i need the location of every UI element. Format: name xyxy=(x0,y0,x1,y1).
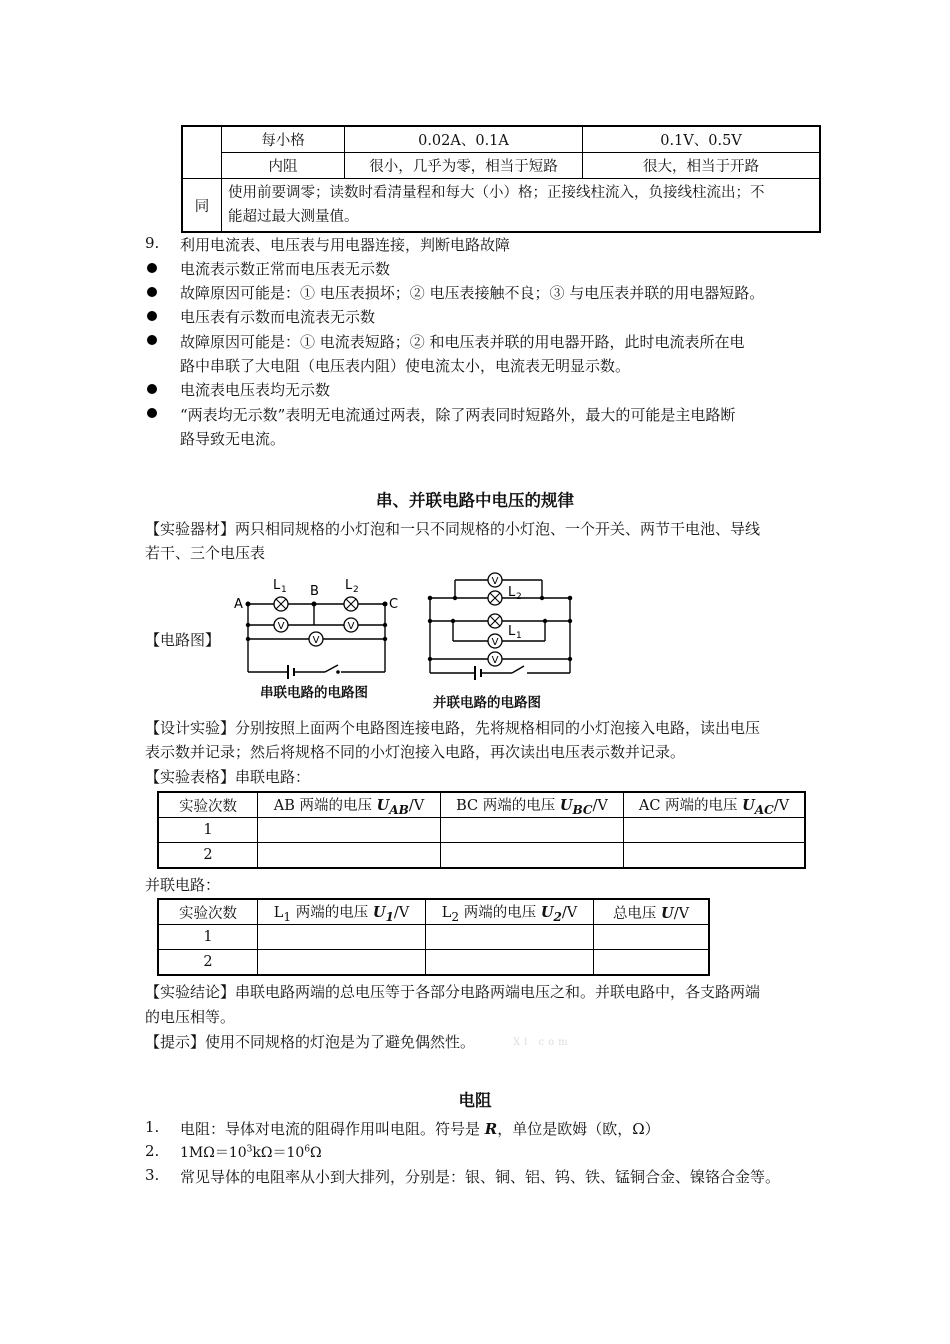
table-header-row xyxy=(158,792,805,818)
row-label: 每小格 xyxy=(222,126,345,153)
lamp-label-l1-sub: 1 xyxy=(516,631,522,641)
list-item-cont: 路导致无电流。 xyxy=(180,430,286,448)
header-cell: BC 两端的电压 $U_{BC}/V$ xyxy=(441,792,624,818)
node-label-a: A xyxy=(234,597,243,612)
equipment-line2: 若干、三个电压表 xyxy=(145,544,266,562)
header-cell: AB 两端的电压 $U_{AB}/V$ xyxy=(258,792,441,818)
node-label-b: B xyxy=(310,584,319,599)
lamp-label-l2: L xyxy=(508,585,516,600)
empty-cell xyxy=(624,818,806,843)
lamp-icon xyxy=(344,597,358,611)
empty-cell xyxy=(441,843,624,869)
bullet-icon xyxy=(147,335,157,345)
same-text xyxy=(222,179,821,233)
lamp-label-l1: L xyxy=(508,624,516,639)
empty-cell xyxy=(258,818,441,843)
header-cell: $L_1$ 两端的电压 $U_1/V$ xyxy=(258,899,426,925)
ammeter-cell: 0.02A、0.1A xyxy=(345,126,583,153)
node-label-c: C xyxy=(389,597,399,612)
header-cell: AC 两端的电压 $U_{AC}/V$ xyxy=(624,792,806,818)
svg-text:V: V xyxy=(277,621,285,632)
equipment-line1: 【实验器材】两只相同规格的小灯泡和一只不同规格的小灯泡、一个开关、两节干电池、导线 xyxy=(145,520,761,538)
parallel-circuit-diagram xyxy=(420,568,580,693)
same-text-line1: 使用前要调零；读数时看清量程和每大（小）格；正接线柱流入，负接线柱流出；不 xyxy=(228,185,765,201)
lamp-label-l2-sub: 2 xyxy=(353,585,359,595)
empty-cell xyxy=(426,950,594,976)
row-number: 2 xyxy=(158,950,258,976)
watermark: Xl com xyxy=(513,1037,572,1048)
table-row xyxy=(158,925,709,950)
header-cell: 实验次数 xyxy=(158,899,258,925)
svg-text:V: V xyxy=(491,655,499,666)
svg-text:V: V xyxy=(347,621,355,632)
list-item: 故障原因可能是：① 电压表损坏；② 电压表接触不良；③ 与电压表并联的用电器短路。 xyxy=(180,284,765,302)
item-number: 9. xyxy=(145,234,160,252)
voltmeter-icon xyxy=(309,632,323,646)
parallel-label: 并联电路： xyxy=(145,876,221,894)
svg-text:V: V xyxy=(491,576,499,587)
header-cell: $L_2$ 两端的电压 $U_2/V$ xyxy=(426,899,594,925)
bullet-icon xyxy=(147,263,157,273)
lamp-icon xyxy=(488,614,502,628)
lamp-label-l2: L xyxy=(345,578,353,593)
section-heading: 电阻 xyxy=(458,1091,492,1110)
row-label: 内阻 xyxy=(222,153,345,179)
item-number: 2. xyxy=(145,1142,160,1160)
lamp-icon xyxy=(488,591,502,605)
empty-cell xyxy=(594,925,710,950)
design-line2: 表示数并记录；然后将规格不同的小灯泡接入电路，再次读出电压表示数并记录。 xyxy=(145,743,686,761)
item-number: 3. xyxy=(145,1166,160,1184)
bullet-icon xyxy=(147,408,157,418)
svg-text:V: V xyxy=(491,637,499,648)
lamp-icon xyxy=(274,597,288,611)
header-cell: 总电压 U/V xyxy=(594,899,710,925)
tip: 【提示】使用不同规格的灯泡是为了避免偶然性。 xyxy=(145,1033,476,1051)
same-text-line2: 能超过最大测量值。 xyxy=(228,209,359,225)
design-line1: 【设计实验】分别按照上面两个电路图连接电路，先将规格相同的小灯泡接入电路，读出电压 xyxy=(145,719,761,737)
empty-cell xyxy=(258,843,441,869)
bullet-icon xyxy=(147,384,157,394)
table-row xyxy=(158,950,709,976)
unit-conversion: $1M\Omega=10^3k\Omega=10^6\Omega$ xyxy=(180,1144,322,1161)
parallel-voltage-table xyxy=(157,898,710,976)
voltmeter-icon xyxy=(488,652,502,666)
voltmeter-icon xyxy=(488,634,502,648)
bullet-icon xyxy=(147,287,157,297)
list-item: 故障原因可能是：① 电流表短路；② 和电压表并联的用电器开路，此时电流表所在电 xyxy=(180,333,745,351)
resistivity-order: 常见导体的电阻率从小到大排列，分别是：银、铜、铝、钨、铁、锰铜合金、镍铬合金等。 xyxy=(180,1168,781,1186)
conclusion-line2: 的电压相等。 xyxy=(145,1008,236,1026)
row-number: 2 xyxy=(158,843,258,869)
empty-cell xyxy=(624,843,806,869)
header-cell: 实验次数 xyxy=(158,792,258,818)
voltmeter-cell: 很大，相当于开路 xyxy=(583,153,821,179)
table-row xyxy=(182,126,820,153)
list-item: 电流表电压表均无示数 xyxy=(180,381,331,399)
voltmeter-cell: 0.1V、0.5V xyxy=(583,126,821,153)
lamp-label-l1-sub: 1 xyxy=(281,585,287,595)
table-row xyxy=(182,179,820,233)
table-label: 【实验表格】串联电路： xyxy=(145,768,311,786)
table-row xyxy=(158,843,805,869)
resistance-definition: 电阻：导体对电流的阻碍作用叫电阻。符号是 R，单位是欧姆（欧，Ω） xyxy=(180,1120,660,1138)
list-item: “两表均无示数”表明无电流通过两表，除了两表同时短路外，最大的可能是主电路断 xyxy=(180,406,736,424)
list-item: 电压表有示数而电流表无示数 xyxy=(180,308,376,326)
list-item: 电流表示数正常而电压表无示数 xyxy=(180,260,391,278)
row-number: 1 xyxy=(158,925,258,950)
section-heading: 串、并联电路中电压的规律 xyxy=(376,491,574,510)
voltmeter-icon xyxy=(344,618,358,632)
empty-cell xyxy=(594,950,710,976)
fault-title: 利用电流表、电压表与用电器连接，判断电路故障 xyxy=(180,236,511,254)
bullet-icon xyxy=(147,311,157,321)
table-row xyxy=(158,818,805,843)
parallel-caption: 并联电路的电路图 xyxy=(433,695,541,711)
meter-comparison-table xyxy=(181,125,821,233)
lamp-label-l2-sub: 2 xyxy=(516,592,522,602)
lamp-label-l1: L xyxy=(273,578,281,593)
blank-cell xyxy=(182,126,222,179)
voltmeter-icon xyxy=(488,573,502,587)
table-header-row xyxy=(158,899,709,925)
same-label: 同 xyxy=(182,179,222,233)
series-voltage-table xyxy=(157,791,806,869)
empty-cell xyxy=(258,950,426,976)
svg-text:V: V xyxy=(312,635,320,646)
circuit-label: 【电路图】 xyxy=(145,631,221,649)
voltmeter-icon xyxy=(274,618,288,632)
row-number: 1 xyxy=(158,818,258,843)
conclusion-line1: 【实验结论】串联电路两端的总电压等于各部分电路两端电压之和。并联电路中，各支路两端 xyxy=(145,983,761,1001)
ammeter-cell: 很小，几乎为零，相当于短路 xyxy=(345,153,583,179)
list-item-cont: 路中串联了大电阻（电压表内阻）使电流太小，电流表无明显示数。 xyxy=(180,357,631,375)
table-row xyxy=(182,153,820,179)
item-number: 1. xyxy=(145,1118,160,1136)
empty-cell xyxy=(441,818,624,843)
series-caption: 串联电路的电路图 xyxy=(260,685,368,701)
empty-cell xyxy=(426,925,594,950)
empty-cell xyxy=(258,925,426,950)
